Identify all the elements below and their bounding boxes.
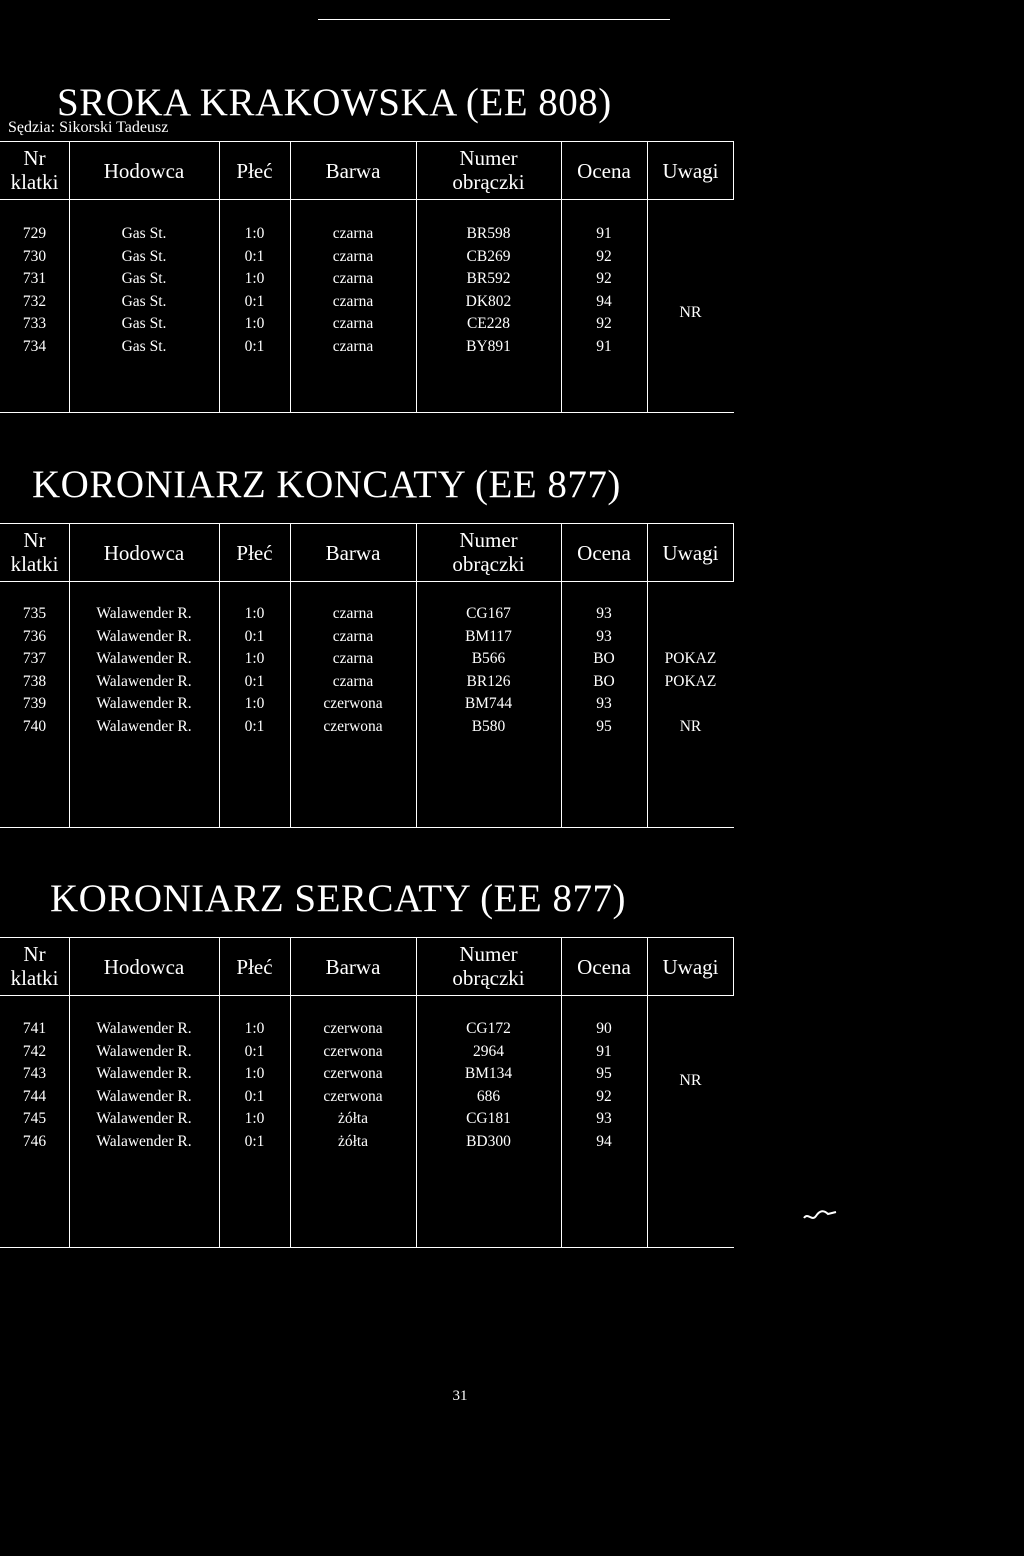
column-header: Uwagi (662, 955, 719, 979)
column-header: Płeć (236, 955, 273, 979)
table-cell-barwa: czarna (332, 337, 374, 355)
table-cell-nr: 735 (22, 605, 47, 622)
table-cell-ocena: 92 (596, 315, 612, 332)
table-cell-nr: 729 (22, 225, 47, 242)
column-header: Płeć (236, 541, 273, 565)
table-cell-hodowca: Gas St. (121, 292, 167, 310)
table-cell-barwa: żółta (337, 1132, 369, 1150)
table-cell-plec: 1:0 (244, 1020, 265, 1037)
column-header: Barwa (325, 955, 381, 979)
table-cell-hodowca: Walawender R. (96, 1110, 192, 1127)
column-header: klatki (10, 552, 59, 576)
table-cell-hodowca: Walawender R. (96, 672, 192, 690)
column-header: Nr (23, 528, 46, 552)
table-cell-plec: 1:0 (244, 650, 265, 667)
table-cell-barwa: czerwona (323, 717, 383, 735)
table-cell-barwa: czerwona (323, 1020, 383, 1037)
column-header: obrączki (452, 170, 525, 194)
column-header: Uwagi (662, 541, 719, 565)
table-cell-ocena: 95 (596, 717, 612, 735)
table-cell-barwa: czarna (332, 672, 374, 690)
column-header: Numer (459, 146, 518, 170)
section-title: SROKA KRAKOWSKA (EE 808) (57, 81, 612, 124)
table-cell-hodowca: Walawender R. (96, 717, 192, 735)
table-cell-plec: 1:0 (244, 605, 265, 622)
table-cell-ocena: 92 (596, 270, 612, 287)
table-cell-numer: B566 (471, 650, 506, 667)
column-header: klatki (10, 966, 59, 990)
table-cell-nr: 731 (22, 270, 47, 287)
table-cell-numer: BR126 (466, 672, 511, 690)
table-cell-numer: CE228 (466, 315, 511, 332)
table-cell-barwa: czerwona (323, 1042, 383, 1060)
table-cell-plec: 1:0 (244, 1110, 265, 1127)
table-cell-numer: DK802 (465, 292, 512, 310)
table-cell-plec: 1:0 (244, 315, 265, 332)
table-cell-ocena: 93 (596, 1110, 612, 1127)
table-cell-plec: 0:1 (244, 247, 265, 265)
table-cell-ocena: 91 (596, 1042, 612, 1060)
table-cell-uwagi: POKAZ (664, 650, 717, 667)
table-cell-barwa: czarna (332, 247, 374, 265)
table-cell-numer: 686 (476, 1087, 501, 1105)
table-cell-nr: 739 (22, 695, 47, 712)
column-header: obrączki (452, 966, 525, 990)
column-divider (647, 938, 648, 1247)
table-cell-plec: 1:0 (244, 225, 265, 242)
table-cell-nr: 730 (22, 247, 47, 265)
table-cell-ocena: 91 (596, 225, 612, 242)
table-cell-barwa: czarna (332, 225, 374, 242)
table-cell-nr: 743 (22, 1065, 47, 1082)
table-cell-hodowca: Walawender R. (96, 650, 192, 667)
column-header: Ocena (577, 159, 631, 183)
table-cell-hodowca: Walawender R. (96, 1020, 192, 1037)
table-cell-plec: 0:1 (244, 1132, 265, 1150)
table-cell-plec: 1:0 (244, 695, 265, 712)
table-cell-ocena: 92 (596, 247, 612, 265)
table-cell-plec: 0:1 (244, 292, 265, 310)
table-cell-plec: 0:1 (244, 337, 265, 355)
table-cell-nr: 738 (22, 672, 47, 690)
table-cell-numer: BM744 (464, 695, 513, 712)
table-cell-nr: 732 (22, 292, 47, 310)
table-cell-barwa: czarna (332, 315, 374, 332)
header-divider (0, 581, 734, 582)
table-cell-ocena: 94 (596, 292, 612, 310)
table-cell-plec: 0:1 (244, 717, 265, 735)
group-note: NR (679, 303, 702, 321)
column-header: Hodowca (103, 955, 185, 979)
table-cell-plec: 0:1 (244, 1042, 265, 1060)
column-header: Ocena (577, 955, 631, 979)
section-title: KORONIARZ KONCATY (EE 877) (32, 463, 621, 506)
table-cell-numer: 2964 (473, 1042, 504, 1060)
table-cell-nr: 733 (22, 315, 47, 332)
table-cell-ocena: BO (593, 650, 615, 667)
table-cell-nr: 736 (22, 627, 47, 645)
header-divider (0, 199, 734, 200)
table-cell-nr: 740 (22, 717, 47, 735)
table-cell-nr: 741 (22, 1020, 47, 1037)
table-cell-hodowca: Gas St. (121, 225, 167, 242)
table-cell-plec: 1:0 (244, 1065, 265, 1082)
table-cell-plec: 1:0 (244, 270, 265, 287)
column-header: Nr (23, 146, 46, 170)
table-cell-numer: CG167 (466, 605, 511, 622)
breed-table (0, 523, 734, 828)
table-cell-ocena: 91 (596, 337, 612, 355)
table-cell-numer: BD300 (466, 1132, 511, 1150)
table-cell-nr: 734 (22, 337, 47, 355)
table-cell-hodowca: Walawender R. (96, 605, 192, 622)
table-cell-barwa: czarna (332, 627, 374, 645)
table-cell-numer: BM117 (465, 627, 512, 645)
breed-table (0, 141, 734, 413)
table-cell-hodowca: Walawender R. (96, 695, 192, 712)
table-cell-ocena: 93 (596, 695, 612, 712)
column-header: Hodowca (103, 159, 185, 183)
table-cell-hodowca: Gas St. (121, 315, 167, 332)
table-cell-barwa: czarna (332, 292, 374, 310)
table-cell-nr: 742 (22, 1042, 47, 1060)
table-cell-numer: CB269 (466, 247, 511, 265)
column-header: obrączki (452, 552, 525, 576)
table-cell-ocena: 93 (596, 605, 612, 622)
column-header: Płeć (236, 159, 273, 183)
table-cell-ocena: 94 (596, 1132, 612, 1150)
table-cell-hodowca: Gas St. (121, 270, 167, 287)
table-cell-nr: 745 (22, 1110, 47, 1127)
table-cell-barwa: czarna (332, 650, 374, 667)
table-cell-numer: B580 (471, 717, 506, 735)
breed-table (0, 937, 734, 1248)
column-header: Hodowca (103, 541, 185, 565)
table-cell-numer: BR598 (466, 225, 511, 242)
table-cell-ocena: 92 (596, 1087, 612, 1105)
table-cell-plec: 0:1 (244, 1087, 265, 1105)
table-cell-hodowca: Walawender R. (96, 1087, 192, 1105)
table-cell-barwa: czerwona (323, 1065, 383, 1082)
header-divider (0, 995, 734, 996)
table-cell-nr: 744 (22, 1087, 47, 1105)
table-cell-ocena: BO (593, 672, 615, 690)
column-header: klatki (10, 170, 59, 194)
judge-name: Sędzia: Sikorski Tadeusz (8, 119, 169, 136)
table-cell-plec: 0:1 (244, 627, 265, 645)
squiggle-mark-icon (802, 1204, 838, 1224)
table-cell-barwa: czarna (332, 270, 374, 287)
table-cell-ocena: 95 (596, 1065, 612, 1082)
table-cell-hodowca: Walawender R. (96, 1065, 192, 1082)
table-cell-numer: BY891 (466, 337, 511, 355)
table-cell-hodowca: Walawender R. (96, 1132, 192, 1150)
table-cell-plec: 0:1 (244, 672, 265, 690)
table-cell-barwa: czarna (332, 605, 374, 622)
column-header: Numer (459, 942, 518, 966)
table-cell-numer: CG172 (466, 1020, 511, 1037)
table-cell-ocena: 93 (596, 627, 612, 645)
column-header: Barwa (325, 159, 381, 183)
table-cell-barwa: żółta (337, 1110, 369, 1127)
table-cell-barwa: czerwona (323, 695, 383, 712)
table-cell-numer: BR592 (466, 270, 511, 287)
top-rule (318, 19, 670, 20)
table-cell-uwagi: POKAZ (664, 672, 717, 690)
table-cell-uwagi: NR (679, 717, 702, 735)
column-header: Uwagi (662, 159, 719, 183)
table-cell-barwa: czerwona (323, 1087, 383, 1105)
column-header: Ocena (577, 541, 631, 565)
column-header: Nr (23, 942, 46, 966)
page-number: 31 (452, 1388, 468, 1404)
section-title: KORONIARZ SERCATY (EE 877) (50, 877, 626, 920)
table-cell-hodowca: Gas St. (121, 247, 167, 265)
group-note: NR (679, 1071, 702, 1089)
table-cell-ocena: 90 (596, 1020, 612, 1037)
table-cell-hodowca: Walawender R. (96, 627, 192, 645)
column-header: Barwa (325, 541, 381, 565)
table-cell-hodowca: Walawender R. (96, 1042, 192, 1060)
table-cell-nr: 746 (22, 1132, 47, 1150)
table-cell-nr: 737 (22, 650, 47, 667)
table-cell-numer: CG181 (466, 1110, 511, 1127)
column-header: Numer (459, 528, 518, 552)
table-cell-hodowca: Gas St. (121, 337, 167, 355)
table-cell-numer: BM134 (464, 1065, 513, 1082)
